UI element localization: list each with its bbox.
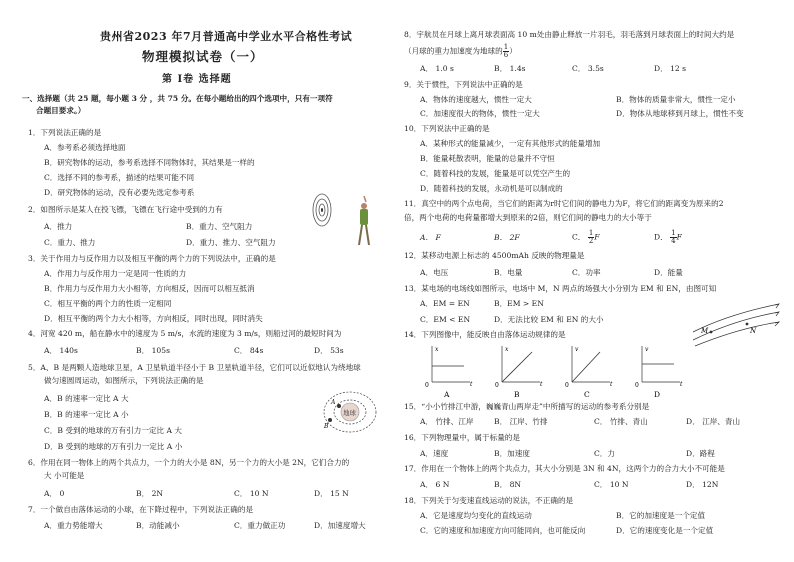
graph-d bbox=[635, 346, 683, 399]
q16-option-b: B．加速度 bbox=[494, 449, 530, 458]
q5-option-b: B．B 的速率一定比 A 小 bbox=[44, 410, 129, 419]
q13-option-d: D．无法比较 EM 和 EN 的大小 bbox=[494, 315, 604, 324]
q4-option-c: C． 84s bbox=[234, 346, 264, 355]
q18-option-d: D．它的速度变化是一个定值 bbox=[616, 526, 714, 535]
q17-option-d: D． 12N bbox=[686, 480, 719, 489]
q11-option-b: B． 2F bbox=[494, 233, 520, 242]
svg-text:0: 0 bbox=[425, 382, 429, 389]
q2-option-a: A．推力 bbox=[44, 222, 73, 231]
section-title: 第 Ⅰ卷 选择题 bbox=[162, 74, 232, 85]
q3-option-c: C．相互平衡的两个力的性质一定相同 bbox=[44, 299, 172, 308]
graph-b bbox=[495, 346, 543, 399]
svg-text:t: t bbox=[470, 381, 473, 388]
svg-text:x: x bbox=[505, 346, 509, 353]
q6-stem-line-2: 大 小可能是 bbox=[44, 471, 85, 480]
point-m-dot bbox=[710, 331, 713, 334]
q14-stem: 14．下列图像中，能反映自由落体运动规律的是 bbox=[404, 330, 566, 339]
q12-option-a: A．电压 bbox=[420, 268, 449, 277]
q7-option-d: D．加速度增大 bbox=[314, 521, 366, 530]
graph-a bbox=[425, 346, 473, 399]
q12-option-b: B．电量 bbox=[494, 268, 523, 277]
q10-option-d: D．随着科技的发展，永动机是可以制成的 bbox=[420, 184, 563, 193]
graph-b-label: B bbox=[514, 390, 520, 399]
q16-option-c: C．力 bbox=[594, 449, 615, 458]
svg-text:0: 0 bbox=[565, 382, 569, 389]
q16-option-d: D．路程 bbox=[686, 449, 715, 458]
q16-option-a: A．速度 bbox=[420, 449, 449, 458]
svg-text:x: x bbox=[435, 346, 439, 353]
q7-option-c: C．重力做正功 bbox=[234, 521, 286, 530]
q10-option-b: B．能量耗散表明，能量的总量并不守恒 bbox=[420, 154, 555, 163]
graph-a-label: A bbox=[444, 390, 450, 399]
q3-stem: 3．关于作用力与反作用力以及相互平衡的两个力的下列说法中，正确的是 bbox=[28, 254, 276, 263]
satellite-b-label: B bbox=[324, 423, 329, 430]
svg-text:t: t bbox=[680, 381, 683, 388]
satellite-orbit-figure bbox=[322, 388, 382, 436]
q8-option-d: D． 12 s bbox=[654, 64, 687, 73]
q5-option-c: C．B 受到的地球的万有引力一定比 A 大 bbox=[44, 426, 183, 435]
motion-graphs-figure bbox=[424, 342, 694, 400]
q1-option-b: B．研究物体的运动，参考系选择不同物体时，其结果是一样的 bbox=[44, 158, 255, 167]
q1-stem: 1．下列说法正确的是 bbox=[28, 128, 102, 137]
q15-option-d: D． 江岸、青山 bbox=[686, 417, 741, 426]
electric-field-lines-figure bbox=[689, 300, 781, 348]
svg-text:0: 0 bbox=[635, 382, 639, 389]
q12-option-c: C．功率 bbox=[572, 268, 601, 277]
q11-option-c: C． $\frac{1}{2}$ F bbox=[572, 229, 600, 245]
q10-option-a: A．某种形式的能量减少，一定有其他形式的能量增加 bbox=[420, 139, 601, 148]
q18-option-c: C．它的速度和加速度方向可能同向，也可能反向 bbox=[420, 526, 586, 535]
svg-text:v: v bbox=[645, 346, 649, 353]
svg-text:0: 0 bbox=[495, 382, 499, 389]
thrower-person-icon bbox=[359, 196, 369, 245]
q13-option-b: B．EM > EN bbox=[494, 299, 544, 308]
q1-option-d: D．研究物体的运动，没有必要先选定参考系 bbox=[44, 188, 195, 197]
q13-option-a: A．EM = EN bbox=[420, 299, 470, 308]
satellite-b-dot bbox=[328, 418, 332, 422]
q9-option-b: B．物体的质量非常大，惯性一定小 bbox=[616, 95, 736, 104]
q7-stem: 7．一个做自由落体运动的小球，在下降过程中，下列说法正确的是 bbox=[28, 505, 254, 514]
q2-option-d: D．重力、推力、空气阻力 bbox=[186, 238, 276, 247]
q6-option-d: D． 15 N bbox=[314, 489, 349, 498]
q10-stem: 10．下列说法中正确的是 bbox=[404, 124, 490, 133]
q18-option-b: B．它的加速度是一个定值 bbox=[616, 511, 706, 520]
paper-title: 物理模拟试卷（一） bbox=[142, 49, 264, 64]
q2-option-b: B．重力、空气阻力 bbox=[186, 222, 253, 231]
dart-thrower-figure bbox=[312, 190, 382, 265]
q4-option-a: A． 140s bbox=[44, 346, 78, 355]
graph-c-label: C bbox=[584, 390, 590, 399]
satellite-a-label: A bbox=[331, 399, 336, 406]
q4-stem: 4．河宽 420 m，船在静水中的速度为 5 m/s，水流的速度为 3 m/s，则船过河的最短时间为 bbox=[28, 329, 342, 338]
svg-text:t: t bbox=[610, 381, 613, 388]
q15-option-b: B． 江岸、竹排 bbox=[494, 417, 548, 426]
q18-stem: 18．下列关于匀变速直线运动的说法，不正确的是 bbox=[404, 496, 574, 505]
instructions-line-1: 一、选择题（共 25 题，每小题 3 分 ，共 75 分。在每小题给出的四个选项中，只有一项符 bbox=[22, 94, 333, 103]
q5-stem-line-2: 做匀速圆周运动，如图所示，下列说法正确的是 bbox=[44, 376, 204, 385]
q17-stem: 17．作用在一个物体上的两个共点力，其大小分别是 3N 和 4N，这两个力的合力大小不可能是 bbox=[404, 464, 725, 473]
q6-option-c: C． 10 N bbox=[234, 489, 269, 498]
q15-option-c: C． 竹排、青山 bbox=[594, 417, 648, 426]
svg-text:t: t bbox=[540, 381, 543, 388]
q8-option-b: B． 1.4s bbox=[494, 64, 526, 73]
q4-option-b: B． 105s bbox=[136, 346, 170, 355]
q3-option-d: D．相互平衡的两个力大小相等，方向相反，同时出现，同时消失 bbox=[44, 314, 263, 323]
q17-option-b: B． 8N bbox=[494, 480, 522, 489]
q1-option-c: C．选择不同的参考系，描述的结果可能不同 bbox=[44, 173, 195, 182]
q8-stem-line-2: （月球的重力加速度为地球的 $\frac{1}{6}$ ） bbox=[404, 43, 517, 59]
q11-option-a: A． F bbox=[420, 233, 441, 242]
one-sixth-fraction: $\frac{1}{6}$ bbox=[503, 43, 509, 59]
q17-option-c: C． 10 N bbox=[594, 480, 629, 489]
exam-title: 贵州省2023 年7月普通高中学业水平合格性考试 bbox=[100, 30, 353, 43]
q7-option-b: B．动能减小 bbox=[136, 521, 180, 530]
q8-option-a: A． 1.0 s bbox=[420, 64, 454, 73]
q16-stem: 16．下列物理量中，属于标量的是 bbox=[404, 433, 520, 442]
q9-option-c: C．加速度很大的物体，惯性一定大 bbox=[420, 109, 540, 118]
q15-option-a: A． 竹排、江岸 bbox=[420, 417, 474, 426]
q5-option-d: D．B 受到的地球的万有引力一定比 A 小 bbox=[44, 442, 183, 451]
dartboard-icon bbox=[313, 194, 331, 226]
q11-option-d: D． $\frac{1}{4}$ F bbox=[654, 229, 682, 245]
q11-stem-line-1: 11．真空中的两个点电荷，当它们的距离为r时它们间的静电力为F，将它们的距离变为原来的2 bbox=[404, 199, 724, 208]
q9-stem: 9．关于惯性，下列说法中正确的是 bbox=[404, 80, 523, 89]
q5-option-a: A．B 的速率一定比 A 大 bbox=[44, 394, 129, 403]
q18-option-a: A．它是速度均匀变化的直线运动 bbox=[420, 511, 532, 520]
q8-stem-line-1: 8．宇航员在月球上离月球表面高 10 m处由静止释放一片羽毛，羽毛落到月球表面上的时间大约是 bbox=[404, 30, 735, 39]
q6-option-b: B． 2N bbox=[136, 489, 164, 498]
q2-stem: 2．如图所示是某人在投飞镖，飞镖在飞行途中受到的力有 bbox=[28, 205, 223, 214]
q11-stem-line-2: 倍，两个电荷的电荷量都增大到原来的2倍，则它们间的静电力的大小等于 bbox=[404, 213, 652, 222]
q10-option-c: C．随着科技的发展，能量是可以凭空产生的 bbox=[420, 169, 571, 178]
q17-option-a: A． 6 N bbox=[420, 480, 450, 489]
q13-option-c: C．EM < EN bbox=[420, 315, 471, 324]
svg-text:v: v bbox=[575, 346, 579, 353]
q15-stem: 15．“小小竹排江中游，巍巍青山两岸走”中所描写的运动的参考系分别是 bbox=[404, 402, 650, 411]
q4-option-d: D． 53s bbox=[314, 346, 344, 355]
q6-option-a: A． 0 bbox=[44, 489, 65, 498]
q12-stem: 12．某移动电源上标志的 4500mAh 反映的物理量是 bbox=[404, 251, 585, 260]
point-n-dot bbox=[746, 323, 749, 326]
graph-d-label: D bbox=[654, 390, 661, 399]
q5-stem-line-1: 5．A、B 是两颗人造地球卫星，A 卫星轨道半径小于 B 卫星轨道半径，它们可以近似地认为绕地球 bbox=[28, 363, 361, 372]
q6-stem-line-1: 6．作用在同一物体上的两个共点力，一个力的大小是 8N，另一个力的大小是 2N，它们合力的 bbox=[28, 458, 350, 467]
q3-option-b: B．作用力与反作用力大小相等，方向相反，因而可以相互抵消 bbox=[44, 284, 255, 293]
point-m-label: M bbox=[701, 327, 709, 335]
point-n-label: N bbox=[750, 327, 757, 335]
earth-label: 地球 bbox=[343, 409, 356, 417]
q8-option-c: C． 3.5s bbox=[572, 64, 604, 73]
graph-c bbox=[565, 346, 613, 399]
q13-stem: 13．某电场的电场线如图所示，电场中 M，N 两点的场强大小分别为 EM 和 EN，由图可知 bbox=[404, 284, 717, 293]
q9-option-a: A．物体的速度越大，惯性一定大 bbox=[420, 95, 532, 104]
q2-option-c: C．重力、推力 bbox=[44, 238, 96, 247]
satellite-a-dot bbox=[337, 404, 341, 408]
instructions-line-2: 合题目要求。） bbox=[36, 106, 86, 115]
q9-option-d: D．物体从地球移到月球上，惯性不变 bbox=[616, 109, 744, 118]
q7-option-a: A．重力势能增大 bbox=[44, 521, 103, 530]
q3-option-a: A．作用力与反作用力一定是同一性质的力 bbox=[44, 269, 187, 278]
q1-option-a: A．参考系必须选择地面 bbox=[44, 143, 126, 152]
q12-option-d: D．能量 bbox=[654, 268, 683, 277]
